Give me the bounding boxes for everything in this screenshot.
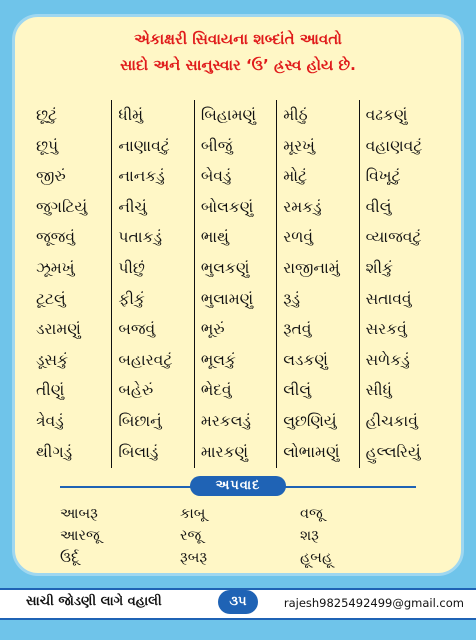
word: રળવું [283,228,313,247]
word: બિછાનું [118,411,162,430]
exception-word: હૂબહૂ [300,550,333,566]
word: મારકણું [200,442,249,461]
word: સીધું [365,381,392,400]
word: વીલું [365,197,392,216]
word: થીગડું [36,442,73,461]
word: જૂજવું [36,228,75,247]
word-column-4 [276,100,358,468]
word-column-5 [359,100,441,468]
heading-line-2: સાદો અને સાનુસ્વાર ‘ઉ’ હ્રસ્વ હોય છે. [120,56,356,74]
exception-word: કાબૂ [180,506,206,522]
word: ભૂરું [200,320,225,339]
exceptions-title: અપવાદ [190,476,286,496]
word-grid [36,100,441,468]
word: લુછણિયું [283,411,337,430]
word: હીચકાવું [365,411,418,430]
exception-word: રજૂ [180,528,202,544]
word: પીછું [118,258,145,277]
word: બિલાડું [118,442,159,461]
word: વિખૂટું [365,167,401,186]
word: છૂપું [36,136,59,155]
word: રૂડું [283,289,300,308]
word: તીણું [36,381,65,400]
word: છૂટું [36,106,58,124]
word: ત્રેવડું [36,411,64,430]
exception-word: શરૂ [300,528,319,544]
exception-word: રૂબરૂ [180,550,208,566]
word: સળેકડું [365,350,410,369]
exception-word: આરજૂ [60,528,100,544]
word: જીરું [36,167,66,186]
word: ભેદવું [200,381,232,400]
word: વહાણવટું [365,136,423,155]
word: નાનકડું [118,167,165,186]
page-number-badge: ૩૫ [218,590,258,614]
word: પતાકડું [118,228,162,247]
word: રૂતવું [283,320,312,339]
word: રમકડું [283,197,322,216]
word: ફીકું [118,289,145,308]
word: બિહામણું [200,106,257,124]
heading-line-1: એકાક્ષરી સિવાયના શબ્દાંતે આવતો [134,30,342,48]
word: ધીમું [118,106,144,124]
exceptions-column-1 [60,503,180,569]
word: બોલકણું [200,197,254,216]
exceptions-column-3 [300,503,420,569]
exception-word: ઉર્દૂ [60,550,80,566]
word: જુગટિયું [36,197,88,216]
word: લીલું [283,381,312,400]
word: બેવડું [200,167,232,186]
word: મૂરખું [283,136,315,155]
word-column-1 [36,100,111,468]
word: બીજું [200,136,233,155]
word: ડૂસકું [36,350,69,369]
word: મરકલડું [200,411,251,430]
word: લોભામણું [283,442,340,461]
exceptions-grid [60,503,420,569]
word: ભૂલકું [200,350,236,369]
word-column-2 [111,100,193,468]
footer-email: rajesh9825492499@gmail.com [283,596,464,610]
word: રાજીનામું [283,258,340,277]
word: નાણાવટું [118,136,170,155]
word: બહેરું [118,381,154,400]
exception-word: આબરૂ [60,506,98,522]
word: બજવું [118,320,156,339]
word: ટૂટલું [36,289,66,308]
word: સતાવવું [365,289,412,308]
word: શીકું [365,258,393,277]
word: ભુલકણું [200,258,250,277]
word: ભાથું [200,228,229,247]
word-column-3 [194,100,276,468]
word: ભુલામણું [200,289,254,308]
footer-title: સાચી જોડણી લાગે વહાલી [26,594,162,609]
word: વ્યાજવટું [365,228,422,247]
footer-bar [0,588,476,620]
word: સરકવું [365,320,407,339]
word: નીચું [118,197,147,216]
word: બહારવટું [118,350,173,369]
exception-word: વજૂ [300,506,323,522]
word: ઝૂમખું [36,258,75,277]
rule-heading [20,26,456,78]
word: વઢકણું [365,106,408,124]
word: હુલ્લરિયું [365,442,421,461]
exceptions-column-2 [180,503,300,569]
word: ડરામણું [36,320,81,339]
word: લડકણું [283,350,328,369]
word: મીઠું [283,106,308,124]
word: મોટું [283,167,308,186]
